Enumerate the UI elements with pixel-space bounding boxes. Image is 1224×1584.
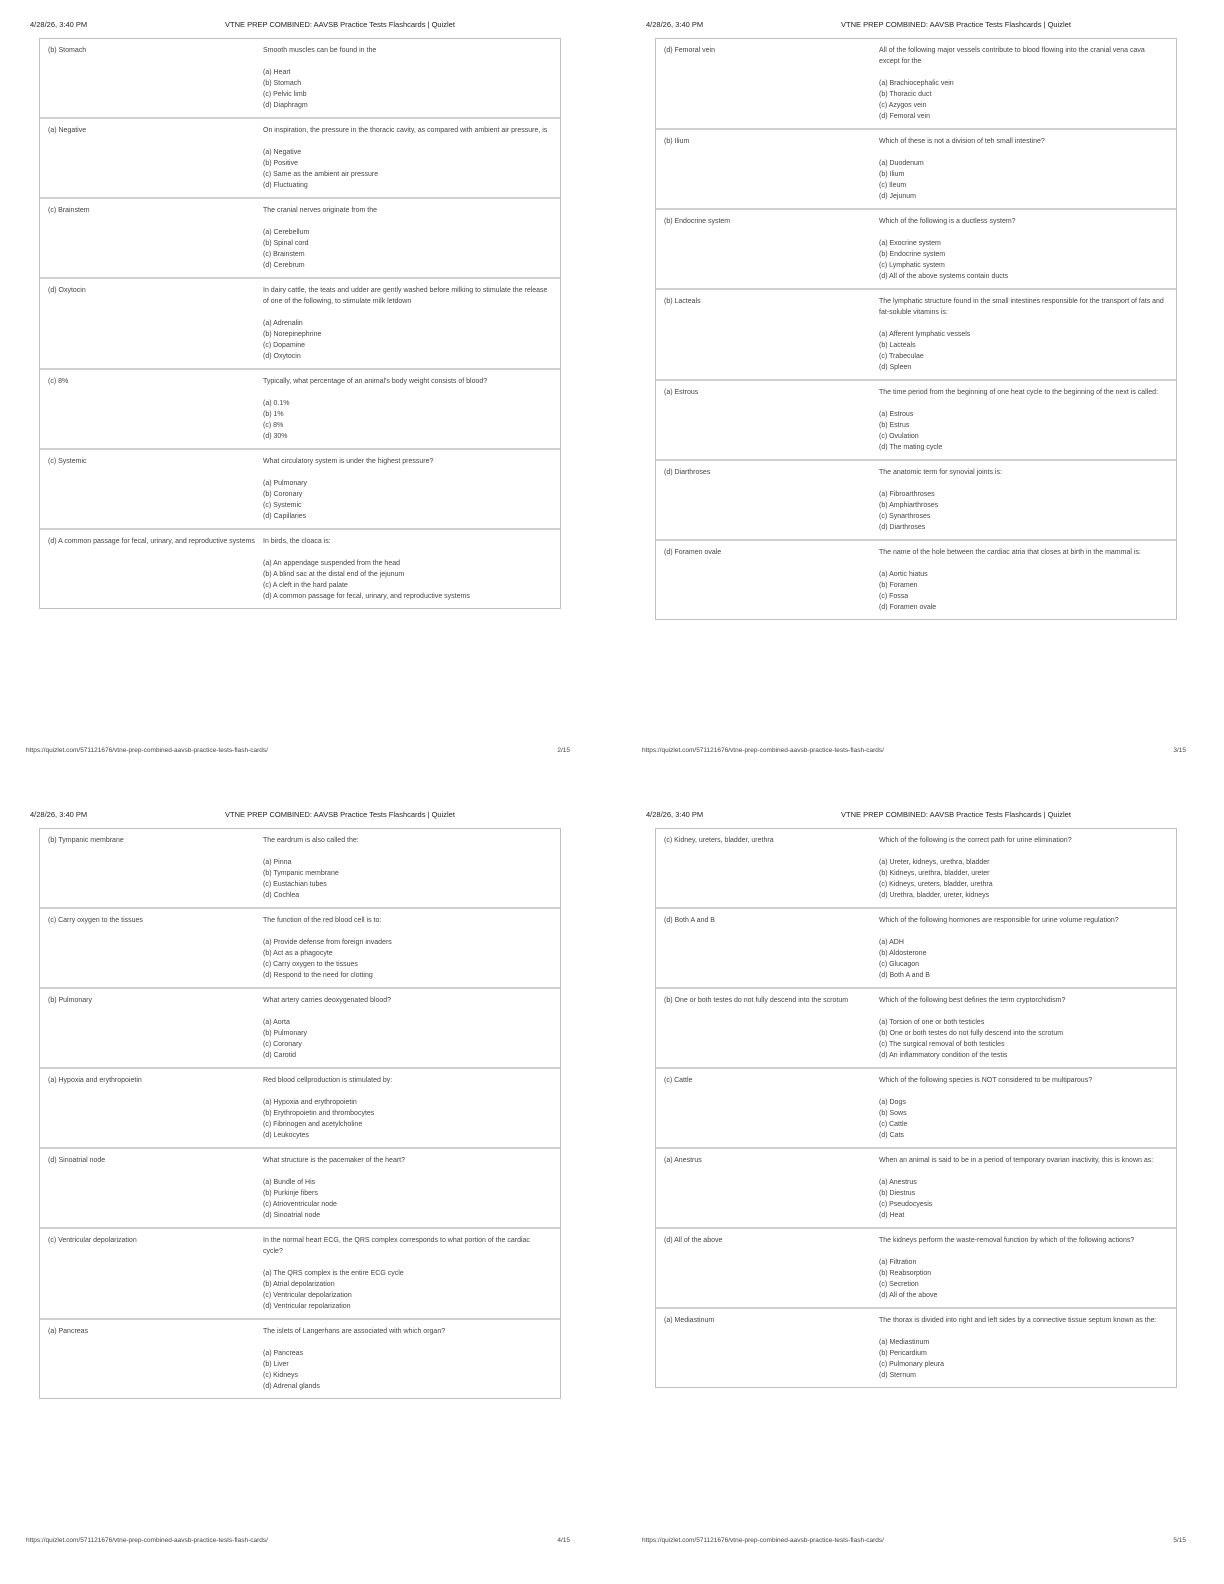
- answer-option: (a) 0.1%: [263, 400, 290, 407]
- flashcard-row: [656, 208, 1176, 288]
- answer-option: (c) Trabeculae: [879, 353, 924, 360]
- answer-option: (a) Cerebellum: [263, 229, 310, 236]
- card-question: In birds, the cloaca is:: [263, 538, 331, 545]
- card-answer: (b) Lacteals: [664, 298, 701, 305]
- card-question-block: [263, 285, 560, 362]
- answer-option: (c) Synarthroses: [879, 513, 931, 520]
- card-question: Which of these is not a division of teh small intestine?: [879, 138, 1045, 145]
- page-number: 2/15: [557, 747, 570, 754]
- answer-option: (d) All of the above systems contain ducts: [879, 273, 1009, 280]
- answer-option: (c) Atrioventricular node: [263, 1201, 337, 1208]
- flashcard-row: [656, 1147, 1176, 1227]
- answer-option: (c) Ovulation: [879, 433, 919, 440]
- answer-option: (c) The surgical removal of both testicles: [879, 1041, 1005, 1048]
- answer-option: (a) Exocrine system: [879, 240, 941, 247]
- card-question-block: [263, 1326, 560, 1392]
- card-answer: (d) All of the above: [664, 1237, 723, 1244]
- answer-option: (a) Filtration: [879, 1259, 917, 1266]
- flashcard-row: [656, 1307, 1176, 1387]
- answer-option: (b) Norepinephrine: [263, 331, 322, 338]
- answer-option: (a) Provide defense from foreign invaders: [263, 939, 392, 946]
- answer-option: (b) 1%: [263, 411, 284, 418]
- card-question-block: [879, 547, 1176, 613]
- answer-option: (d) Carotid: [263, 1052, 297, 1059]
- answer-option: (d) Fluctuating: [263, 182, 308, 189]
- answer-option: (d) Capillaries: [263, 513, 307, 520]
- answer-option: (a) Anestrus: [879, 1179, 917, 1186]
- card-question: The kidneys perform the waste-removal function by which of the following actions?: [879, 1237, 1135, 1244]
- card-question-block: [879, 995, 1176, 1061]
- answer-option: (c) Kidneys: [263, 1372, 299, 1379]
- flashcard-row: [40, 117, 560, 197]
- card-question: The anatomic term for synovial joints is:: [879, 469, 1002, 476]
- card-question: In dairy cattle, the teats and udder are gently washed before milking to stimulate the release of one of the following, to stimulate milk letdown: [263, 287, 548, 305]
- flashcard-row: [40, 277, 560, 368]
- card-question: What circulatory system is under the highest pressure?: [263, 458, 434, 465]
- answer-option: (c) Ileum: [879, 182, 907, 189]
- answer-option: (c) Carry oxygen to the tissues: [263, 961, 358, 968]
- card-question-block: [263, 835, 560, 901]
- card-question-block: [879, 387, 1176, 453]
- answer-option: (d) Ventricular repolarization: [263, 1303, 351, 1310]
- answer-option: (c) Brainstem: [263, 251, 305, 258]
- card-question: On inspiration, the pressure in the thoracic cavity, as compared with ambient air pressure, is: [263, 127, 548, 134]
- card-question-block: [879, 915, 1176, 981]
- card-question-block: [263, 915, 560, 981]
- answer-option: (d) Cats: [879, 1132, 904, 1139]
- answer-option: (c) Lymphatic system: [879, 262, 945, 269]
- page-footer: [26, 1537, 590, 1549]
- answer-option: (b) One or both testes do not fully descend into the scrotum: [879, 1030, 1064, 1037]
- answer-option: (d) Jejunum: [879, 193, 916, 200]
- card-answer: (c) Systemic: [48, 458, 87, 465]
- answer-option: (d) A common passage for fecal, urinary, and reproductive systems: [263, 593, 470, 600]
- card-question: Typically, what percentage of an animal's body weight consists of blood?: [263, 378, 488, 385]
- page-title: VTNE PREP COMBINED: AAVSB Practice Tests Flashcards | Quizlet: [841, 20, 1071, 29]
- page-footer: [642, 747, 1206, 759]
- flashcard-table: [655, 828, 1177, 1388]
- card-answer: (b) One or both testes do not fully descend into the scrotum: [664, 997, 849, 1004]
- answer-option: (c) 8%: [263, 422, 284, 429]
- card-question: The lymphatic structure found in the small intestines responsible for the transport of fats and fat-soluble vitamins is:: [879, 298, 1164, 316]
- card-question: The name of the hole between the cardiac atria that closes at birth in the mammal is:: [879, 549, 1141, 556]
- answer-option: (d) Leukocytes: [263, 1132, 309, 1139]
- card-answer: (c) Ventricular depolarization: [48, 1237, 137, 1244]
- answer-option: (c) Fibrinogen and acetylcholine: [263, 1121, 363, 1128]
- print-page-2: [20, 10, 590, 790]
- card-question: When an animal is said to be in a period of temporary ovarian inactivity, this is known as:: [879, 1157, 1154, 1164]
- card-question: The islets of Langerhans are associated with which organ?: [263, 1328, 446, 1335]
- answer-option: (a) Adrenalin: [263, 320, 303, 327]
- card-question: Which of the following species is NOT considered to be multiparous?: [879, 1077, 1093, 1084]
- print-page-4: [20, 800, 590, 1580]
- page-number: 4/15: [557, 1537, 570, 1544]
- card-question-block: [879, 45, 1176, 122]
- answer-option: (a) Estrous: [879, 411, 914, 418]
- answer-option: (b) Stomach: [263, 80, 302, 87]
- answer-option: (b) Sows: [879, 1110, 907, 1117]
- card-question: Red blood cellproduction is stimulated by:: [263, 1077, 393, 1084]
- flashcard-row: [40, 368, 560, 448]
- flashcard-row: [40, 39, 560, 117]
- answer-option: (c) Dopamine: [263, 342, 306, 349]
- card-question: What artery carries deoxygenated blood?: [263, 997, 392, 1004]
- page-header: [30, 810, 590, 824]
- page-footer: [26, 747, 590, 759]
- page-number: 5/15: [1173, 1537, 1186, 1544]
- answer-option: (a) The QRS complex is the entire ECG cycle: [263, 1270, 404, 1277]
- answer-option: (d) Urethra, bladder, ureter, kidneys: [879, 892, 990, 899]
- card-answer: (c) Cattle: [664, 1077, 693, 1084]
- answer-option: (a) ADH: [879, 939, 904, 946]
- page-url: https://quizlet.com/571121676/vtne-prep-combined-aavsb-practice-tests-flash-cards/: [642, 1537, 884, 1544]
- flashcard-row: [656, 379, 1176, 459]
- answer-option: (b) Aldosterone: [879, 950, 927, 957]
- flashcard-row: [656, 539, 1176, 619]
- card-answer: (d) Diarthroses: [664, 469, 711, 476]
- answer-option: (d) Cochlea: [263, 892, 300, 899]
- card-answer: (b) Tympanic membrane: [48, 837, 124, 844]
- answer-option: (a) Ureter, kidneys, urethra, bladder: [879, 859, 990, 866]
- answer-option: (c) Azygos vein: [879, 102, 927, 109]
- answer-option: (a) Aorta: [263, 1019, 290, 1026]
- answer-option: (b) Purkinje fibers: [263, 1190, 318, 1197]
- page-url: https://quizlet.com/571121676/vtne-prep-combined-aavsb-practice-tests-flash-cards/: [642, 747, 884, 754]
- card-answer: (a) Hypoxia and erythropoietin: [48, 1077, 142, 1084]
- answer-option: (b) Lacteals: [879, 342, 916, 349]
- flashcard-row: [40, 1227, 560, 1318]
- answer-option: (d) Adrenal glands: [263, 1383, 320, 1390]
- answer-option: (c) Coronary: [263, 1041, 302, 1048]
- print-date: 4/28/26, 3:40 PM: [30, 20, 88, 29]
- answer-option: (b) Foramen: [879, 582, 918, 589]
- answer-option: (a) Pulmonary: [263, 480, 307, 487]
- answer-option: (b) Pericardium: [879, 1350, 927, 1357]
- answer-option: (a) Hypoxia and erythropoietin: [263, 1099, 357, 1106]
- page-title: VTNE PREP COMBINED: AAVSB Practice Tests Flashcards | Quizlet: [225, 20, 455, 29]
- answer-option: (d) Diarthroses: [879, 524, 926, 531]
- flashcard-row: [656, 39, 1176, 128]
- answer-option: (b) Reabsorption: [879, 1270, 932, 1277]
- card-answer: (b) Endocrine system: [664, 218, 731, 225]
- answer-option: (b) Act as a phagocyte: [263, 950, 333, 957]
- answer-option: (a) Pancreas: [263, 1350, 304, 1357]
- card-question: Which of the following best defines the term cryptorchidism?: [879, 997, 1066, 1004]
- flashcard-row: [40, 1067, 560, 1147]
- answer-option: (c) A cleft in the hard palate: [263, 582, 348, 589]
- flashcard-row: [40, 987, 560, 1067]
- page-title: VTNE PREP COMBINED: AAVSB Practice Tests Flashcards | Quizlet: [225, 810, 455, 819]
- flashcard-row: [40, 1147, 560, 1227]
- card-question-block: [263, 376, 560, 442]
- answer-option: (c) Secretion: [879, 1281, 919, 1288]
- answer-option: (d) Respond to the need for clotting: [263, 972, 373, 979]
- flashcard-row: [40, 448, 560, 528]
- answer-option: (c) Same as the ambient air pressure: [263, 171, 379, 178]
- answer-option: (b) A blind sac at the distal end of the jejunum: [263, 571, 405, 578]
- card-question: The thorax is divided into right and left sides by a connective tissue septum known as the:: [879, 1317, 1157, 1324]
- answer-option: (a) Brachiocephalic vein: [879, 80, 954, 87]
- answer-option: (a) Afferent lymphatic vessels: [879, 331, 971, 338]
- card-question-block: [879, 296, 1176, 373]
- card-question: Which of the following is a ductless system?: [879, 218, 1016, 225]
- card-question-block: [879, 1075, 1176, 1141]
- answer-option: (a) Fibroarthroses: [879, 491, 935, 498]
- flashcard-row: [656, 1227, 1176, 1307]
- card-question-block: [263, 995, 560, 1061]
- card-answer: (d) Sinoatrial node: [48, 1157, 106, 1164]
- answer-option: (d) Sternum: [879, 1372, 916, 1379]
- card-question-block: [263, 1075, 560, 1141]
- answer-option: (c) Cattle: [879, 1121, 908, 1128]
- card-question-block: [879, 136, 1176, 202]
- card-answer: (c) 8%: [48, 378, 69, 385]
- answer-option: (a) Mediastinum: [879, 1339, 930, 1346]
- flashcard-row: [40, 829, 560, 907]
- answer-option: (d) Femoral vein: [879, 113, 930, 120]
- answer-option: (d) Spleen: [879, 364, 912, 371]
- card-answer: (a) Negative: [48, 127, 87, 134]
- answer-option: (d) An inflammatory condition of the testis: [879, 1052, 1008, 1059]
- card-question-block: [263, 456, 560, 522]
- card-question-block: [263, 205, 560, 271]
- card-answer: (d) Femoral vein: [664, 47, 715, 54]
- card-question-block: [263, 45, 560, 111]
- card-question: Which of the following is the correct path for urine elimination?: [879, 837, 1072, 844]
- answer-option: (a) Negative: [263, 149, 302, 156]
- card-answer: (a) Mediastinum: [664, 1317, 715, 1324]
- answer-option: (d) Oxytocin: [263, 353, 301, 360]
- print-date: 4/28/26, 3:40 PM: [646, 20, 704, 29]
- answer-option: (b) Atrial depolarization: [263, 1281, 335, 1288]
- answer-option: (d) Sinoatrial node: [263, 1212, 321, 1219]
- answer-option: (d) Both A and B: [879, 972, 930, 979]
- card-answer: (b) Ilium: [664, 138, 690, 145]
- card-question-block: [879, 216, 1176, 282]
- answer-option: (b) Coronary: [263, 491, 303, 498]
- card-answer: (c) Carry oxygen to the tissues: [48, 917, 143, 924]
- answer-option: (d) Cerebrum: [263, 262, 305, 269]
- card-answer: (d) A common passage for fecal, urinary, and reproductive systems: [48, 538, 255, 545]
- answer-option: (b) Diestrus: [879, 1190, 916, 1197]
- flashcard-row: [40, 197, 560, 277]
- answer-option: (d) All of the above: [879, 1292, 938, 1299]
- flashcard-row: [656, 459, 1176, 539]
- card-answer: (a) Estrous: [664, 389, 699, 396]
- card-question: The eardrum is also called the:: [263, 837, 359, 844]
- answer-option: (b) Tympanic membrane: [263, 870, 339, 877]
- flashcard-table: [39, 38, 561, 609]
- answer-option: (c) Pelvic limb: [263, 91, 307, 98]
- card-answer: (d) Oxytocin: [48, 287, 86, 294]
- answer-option: (a) Torsion of one or both testicles: [879, 1019, 985, 1026]
- print-date: 4/28/26, 3:40 PM: [30, 810, 88, 819]
- flashcard-row: [656, 829, 1176, 907]
- flashcard-table: [655, 38, 1177, 620]
- answer-option: (a) An appendage suspended from the head: [263, 560, 400, 567]
- answer-option: (c) Pseudocyesis: [879, 1201, 933, 1208]
- flashcard-row: [40, 528, 560, 608]
- card-answer: (c) Brainstem: [48, 207, 90, 214]
- answer-option: (c) Glucagon: [879, 961, 920, 968]
- answer-option: (c) Pulmonary pleura: [879, 1361, 944, 1368]
- print-page-3: [636, 10, 1206, 790]
- card-answer: (d) Foramen ovale: [664, 549, 722, 556]
- answer-option: (b) Thoracic duct: [879, 91, 932, 98]
- page-header: [646, 810, 1206, 824]
- answer-option: (b) Endocrine system: [879, 251, 946, 258]
- card-question-block: [879, 835, 1176, 901]
- card-question-block: [263, 536, 560, 602]
- card-question: The cranial nerves originate from the: [263, 207, 377, 214]
- answer-option: (d) The mating cycle: [879, 444, 943, 451]
- answer-option: (c) Systemic: [263, 502, 302, 509]
- card-question: The function of the red blood cell is to:: [263, 917, 382, 924]
- answer-option: (c) Kidneys, ureters, bladder, urethra: [879, 881, 993, 888]
- answer-option: (c) Fossa: [879, 593, 909, 600]
- answer-option: (a) Aortic hiatus: [879, 571, 928, 578]
- card-question: The time period from the beginning of one heat cycle to the beginning of the next is called:: [879, 389, 1159, 396]
- answer-option: (b) Amphiarthroses: [879, 502, 939, 509]
- card-question: Which of the following hormones are responsible for urine volume regulation?: [879, 917, 1119, 924]
- card-question: In the normal heart ECG, the QRS complex corresponds to what portion of the cardiac cycle?: [263, 1237, 530, 1255]
- flashcard-row: [40, 907, 560, 987]
- page-title: VTNE PREP COMBINED: AAVSB Practice Tests Flashcards | Quizlet: [841, 810, 1071, 819]
- answer-option: (a) Heart: [263, 69, 291, 76]
- answer-option: (c) Eustachian tubes: [263, 881, 327, 888]
- answer-option: (d) 30%: [263, 433, 288, 440]
- card-question: What structure is the pacemaker of the heart?: [263, 1157, 406, 1164]
- answer-option: (b) Ilium: [879, 171, 905, 178]
- answer-option: (b) Positive: [263, 160, 299, 167]
- answer-option: (d) Foramen ovale: [879, 604, 937, 611]
- page-number: 3/15: [1173, 747, 1186, 754]
- page-header: [646, 20, 1206, 34]
- card-answer: (d) Both A and B: [664, 917, 715, 924]
- card-answer: (b) Pulmonary: [48, 997, 92, 1004]
- card-question: Smooth muscles can be found in the: [263, 47, 377, 54]
- flashcard-row: [656, 987, 1176, 1067]
- answer-option: (d) Heat: [879, 1212, 905, 1219]
- print-page-5: [636, 800, 1206, 1580]
- answer-option: (a) Bundle of His: [263, 1179, 316, 1186]
- flashcard-row: [656, 1067, 1176, 1147]
- answer-option: (c) Ventricular depolarization: [263, 1292, 352, 1299]
- flashcard-row: [656, 288, 1176, 379]
- answer-option: (a) Dogs: [879, 1099, 906, 1106]
- card-answer: (b) Stomach: [48, 47, 87, 54]
- card-question: All of the following major vessels contribute to blood flowing into the cranial vena cava except for the: [879, 47, 1145, 65]
- card-question-block: [263, 125, 560, 191]
- card-question-block: [879, 467, 1176, 533]
- answer-option: (d) Diaphragm: [263, 102, 308, 109]
- page-header: [30, 20, 590, 34]
- answer-option: (b) Pulmonary: [263, 1030, 307, 1037]
- page-footer: [642, 1537, 1206, 1549]
- answer-option: (b) Erythropoietin and thrombocytes: [263, 1110, 375, 1117]
- answer-option: (b) Estrus: [879, 422, 910, 429]
- card-question-block: [263, 1235, 560, 1312]
- card-answer: (a) Pancreas: [48, 1328, 89, 1335]
- answer-option: (a) Pinna: [263, 859, 292, 866]
- flashcard-row: [656, 907, 1176, 987]
- answer-option: (b) Kidneys, urethra, bladder, ureter: [879, 870, 990, 877]
- answer-option: (b) Spinal cord: [263, 240, 309, 247]
- answer-option: (b) Liver: [263, 1361, 289, 1368]
- card-answer: (a) Anestrus: [664, 1157, 702, 1164]
- flashcard-row: [40, 1318, 560, 1398]
- card-question-block: [879, 1155, 1176, 1221]
- card-question-block: [879, 1235, 1176, 1301]
- page-url: https://quizlet.com/571121676/vtne-prep-combined-aavsb-practice-tests-flash-cards/: [26, 1537, 268, 1544]
- card-answer: (c) Kidney, ureters, bladder, urethra: [664, 837, 774, 844]
- flashcard-row: [656, 128, 1176, 208]
- card-question-block: [263, 1155, 560, 1221]
- answer-option: (a) Duodenum: [879, 160, 924, 167]
- page-url: https://quizlet.com/571121676/vtne-prep-combined-aavsb-practice-tests-flash-cards/: [26, 747, 268, 754]
- card-question-block: [879, 1315, 1176, 1381]
- print-date: 4/28/26, 3:40 PM: [646, 810, 704, 819]
- flashcard-table: [39, 828, 561, 1399]
